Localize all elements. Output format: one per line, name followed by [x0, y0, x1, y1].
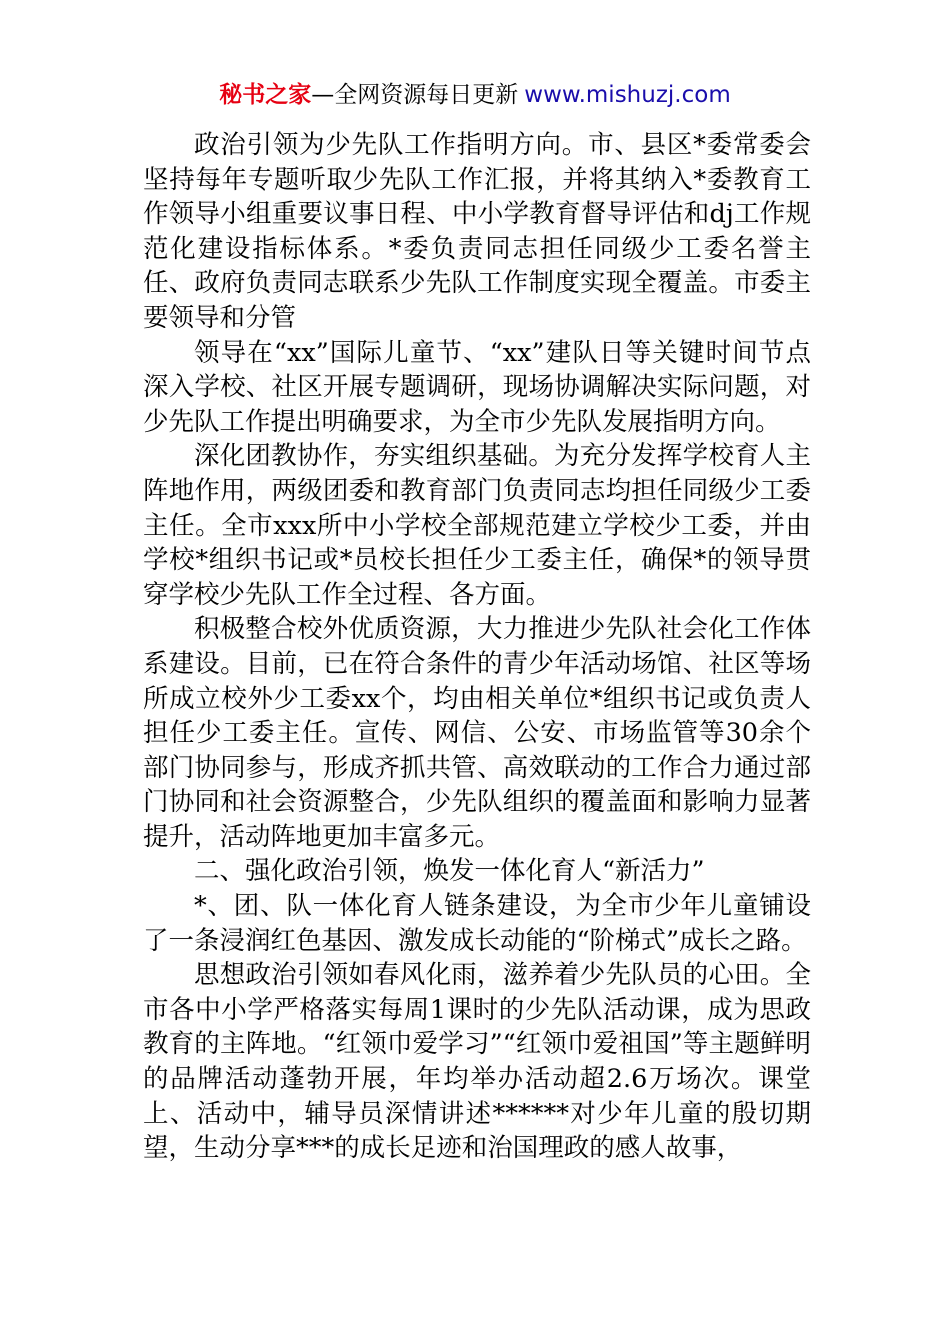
- paragraph-6: 思想政治引领如春风化雨，滋养着少先队员的心田。全市各中小学严格落实每周1课时的少先队活动课，成为思政教育的主阵地。“红领巾爱学习”“红领巾爱祖国”等主题鲜明的品牌活动蓬勃开展，年均举办活动超2.6万场次。课堂上、活动中，辅导员深情讲述******对少年儿童的殷切期望，生动分享***的成长足迹和治国理政的感人故事，: [143, 960, 811, 1164]
- paragraph-3: 深化团教协作，夯实组织基础。为充分发挥学校育人主阵地作用，两级团委和教育部门负责同志均担任同级少工委主任。全市xxx所中小学校全部规范建立学校少工委，并由学校*组织书记或*员校长担任少工委主任，确保*的领导贯穿学校少先队工作全过程、各方面。: [143, 441, 811, 610]
- paragraph-4: 积极整合校外优质资源，大力推进少先队社会化工作体系建设。目前，已在符合条件的青少年活动场馆、社区等场所成立校外少工委xx个，均由相关单位*组织书记或负责人担任少工委主任。宣传、网信、公安、市场监管等30余个部门协同参与，形成齐抓共管、高效联动的工作合力通过部门协同和社会资源整合，少先队组织的覆盖面和影响力显著提升，活动阵地更加丰富多元。: [143, 614, 811, 852]
- paragraph-5: *、团、队一体化育人链条建设，为全市少年儿童铺设了一条浸润红色基因、激发成长动能的“阶梯式”成长之路。: [143, 891, 811, 956]
- section-heading: 二、强化政治引领，焕发一体化育人“新活力”: [194, 856, 705, 887]
- site-header: [0, 78, 950, 112]
- site-brand: 秘书之家: [219, 82, 312, 108]
- paragraph-2: 领导在“xx”国际儿童节、“xx”建队日等关键时间节点深入学校、社区开展专题调研，现场协调解决实际问题，对少先队工作提出明确要求，为全市少先队发展指明方向。: [143, 337, 811, 437]
- site-tagline: —全网资源每日更新: [311, 82, 519, 108]
- site-url-link[interactable]: www.mishuzj.com: [524, 82, 731, 108]
- paragraph-1: 政治引领为少先队工作指明方向。市、县区*委常委会坚持每年专题听取少先队工作汇报，并将其纳入*委教育工作领导小组重要议事日程、中小学教育督导评估和dj工作规范化建设指标体系。*委负责同志担任同级少工委名誉主任、政府负责同志联系少先队工作制度实现全覆盖。市委主要领导和分管: [143, 130, 811, 333]
- document-body: [143, 128, 811, 1166]
